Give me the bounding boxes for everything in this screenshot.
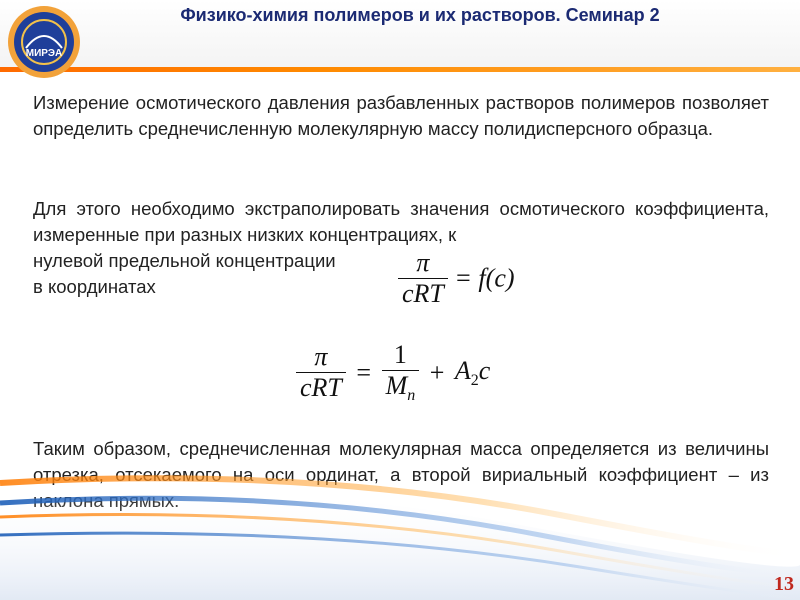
formula1-rhs: = f(c) [454,263,515,293]
formula2-equals: = [356,357,372,387]
formula2-rhs-denominator [382,371,420,405]
formula2-rhs-numerator: 1 [382,340,420,371]
decorative-waves [0,455,800,600]
formula-coordinates [398,248,515,309]
header-accent-line [0,67,800,72]
formula2-plus: + [429,357,445,387]
formula2-lhs-fraction [296,342,346,403]
page-title: Физико-химия полимеров и их растворов. Семинар 2 [180,5,660,25]
formula1-denominator: cRT [402,279,444,308]
paragraph-method-line2: нулевой предельной концентрации [33,250,336,271]
paragraph-intro: Измерение осмотического давления разбавленных растворов полимеров позволяет определить среднечисленную молекулярную массу полидисперсного образца. [33,92,769,139]
mirea-logo [6,4,82,80]
formula2-coef-sub: 2 [470,371,479,389]
formula2-coef-main: A [454,355,471,385]
formula1-numerator: π [398,248,448,279]
paragraph-conclusion: Таким образом, среднечисленная молекулярная масса определяется из величины отрезка, отсекаемого на оси ординат, а второй вириальный коэффициент – из [33,438,769,485]
logo-text: МИРЭА [25,48,63,59]
page-number: 13 [774,573,794,595]
formula2-lhs-numerator: π [296,342,346,373]
paragraph-method-line3: в координатах [33,276,156,297]
formula1-fraction [398,248,448,309]
formula2-mn-main: M [385,371,408,400]
formula2-coef [454,355,491,389]
formula2-mn-sub: n [407,387,416,405]
formula2-rhs-fraction [382,340,420,405]
formula2-lhs-denominator: cRT [300,373,342,403]
formula-virial [296,340,490,405]
formula2-var: c [478,355,491,385]
paragraph-method-line1: Для этого необходимо экстраполировать значения осмотического коэффициента, измеренные при разных низких концентрациях, к [33,198,769,245]
